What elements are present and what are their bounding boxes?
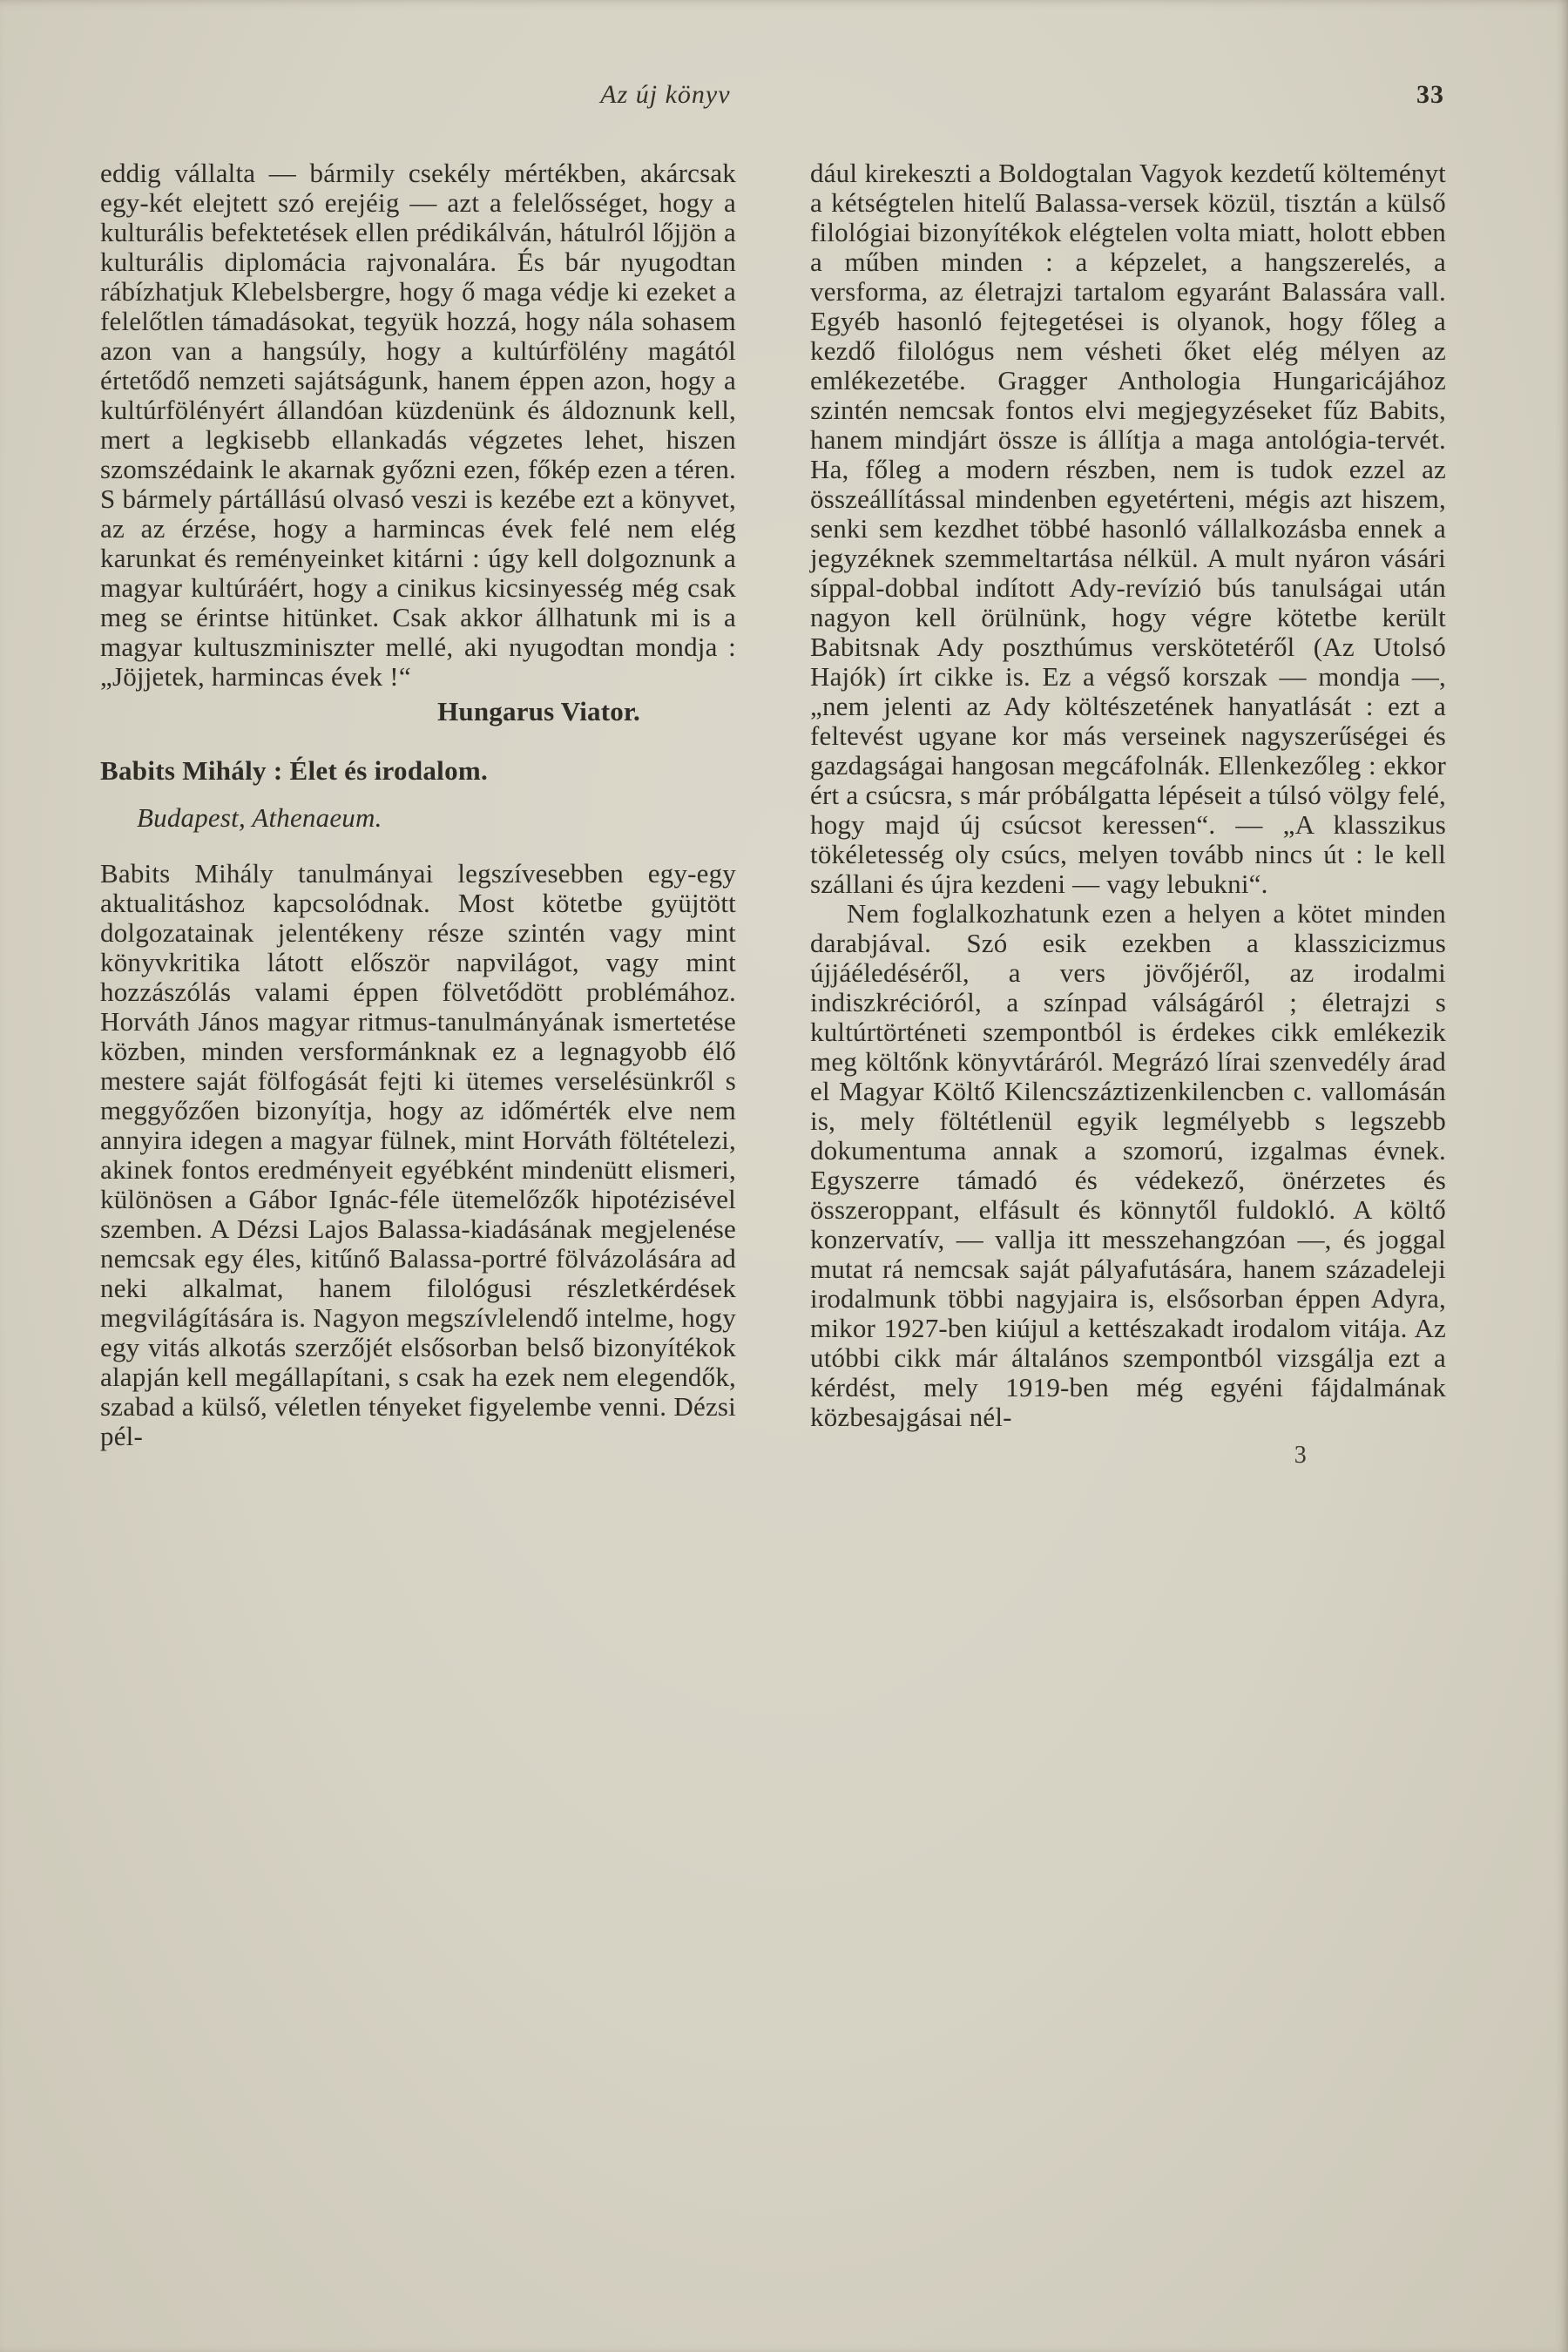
review-heading: Babits Mihály : Élet és irodalom. — [100, 755, 489, 786]
author-signature: Hungarus Viator. — [437, 696, 640, 727]
page-header — [100, 80, 1446, 117]
continuation-paragraph: eddig vállalta — bármily csekély mértékben, akárcsak egy-két elejtett szó erejéig — azt a felelősséget, hogy a kulturális befektetések ellen prédikálván, hátulról lőjjön a kulturális diplomácia rajvonalára. És bár nyugodtan rábízhatjuk Klebelsbergre, hogy ő maga védje ki ezeket a felelőtlen támadásokat, tegyük hozzá, hogy nála sohasem azon van a hangsúly, hogy a kultúrfölény magától értetődő nemzeti sajátságunk, hanem éppen azon, hogy a kultúrfölényért állandóan küzdenünk és áldoznunk kell, mert a legkisebb ellankadás végzetes lehet, hiszen szomszédaink le akarnak győzni ezen, főkép ezen a téren. S bármely pártállású olvasó veszi is kezébe ezt a könyvet, az az érzése, hogy a harmincas évek felé nem elég karunkat és reményeinket kitárni : úgy kell dolgoznunk a magyar kultúráért, hogy a cinikus kicsinyesség még csak meg se érintse hitünket. Csak akkor állhatunk mi is a magyar kultuszminiszter mellé, aki nyugodtan mondja : „Jöjjetek, harmincas évek !“ — [100, 158, 736, 692]
page-number: 33 — [1416, 80, 1444, 109]
text-columns — [100, 159, 1446, 1470]
right-column — [810, 159, 1446, 1470]
review-paragraph: Babits Mihály tanulmányai legszívesebben egy-egy aktualitáshoz kapcsolódnak. Most kötetbe gyüjtött dolgozatainak jelentékeny része szintén vagy mint könyvkritika látott először napvilágot, vagy mint hozzászólás valami éppen fölvetődött problémához. Horváth János magyar ritmus-tanulmányának ismertetése közben, minden versformánknak ez a legnagyobb élő mestere saját fölfogását fejti ki ütemes verselésünkről s meggyőzően bizonyítja, hogy az időmérték elve nem annyira idegen a magyar fülnek, mint Horváth föltételezi, akinek fontos eredményeit egyébként mindenütt elismeri, különösen a Gábor Ignác-féle ütemelőzők hipotézisével szemben. A Dézsi Lajos Balassa-kiadásának megjelenése nemcsak egy éles, kitűnő Balassa-portré fölvázolására ad neki alkalmat, hanem filológusi részletkérdések megvilágítására is. Nagyon megszívlelendő intelme, hogy egy vitás alkotás szerzőjét elsősorban belső bizonyítékok alapján kell megállapítani, s csak ha ezek nem elegendők, szabad a külső, véletlen tényeket figyelembe venni. Dézsi pél- — [100, 858, 736, 1451]
running-title: Az új könyv — [600, 80, 731, 109]
signature-mark: 3 — [1294, 1442, 1307, 1469]
left-column — [100, 159, 736, 1470]
publisher-line: Budapest, Athenaeum. — [137, 802, 382, 833]
continuation-paragraph: dául kirekeszti a Boldogtalan Vagyok kezdetű költeményt a kétségtelen hitelű Balassa-versek közül, tisztán a külső filológiai bizonyítékok elégtelen volta miatt, holott ebben a műben minden : a képzelet, a hangszerelés, a versforma, az életrajzi tartalom egyaránt Balassára vall. Egyéb hasonló fejtegetései is olyanok, hogy főleg a kezdő filológus nem vésheti őket elég mélyen az emlékezetébe. Gragger Anthologia Hungaricájához szintén nemcsak fontos elvi megjegyzéseket fűz Babits, hanem mindjárt össze is állítja a maga antológia-tervét. Ha, főleg a modern részben, nem is tudok ezzel az összeállítással mindenben egyetérteni, mégis azt hiszem, senki sem kezdhet többé hasonló vállalkozásba ennek a jegyzéknek szemmeltartása nélkül. A mult nyáron vásári síppal-dobbal indított Ady-revízió bús tanulságai után nagyon kell örülnünk, hogy végre kötetbe került Babitsnak Ady poszthúmus verskötetéről (Az Utolsó Hajók) írt cikke is. Ez a végső korszak — mondja —, „nem jelenti az Ady költészetének hanyatlását : ezt a feltevést ugyane kor más verseinek nagyszerűségei és gazdagságai hangosan megcáfolnák. Ellenkezőleg : ekkor ért a csúcsra, s már próbálgatta lépéseit a túlsó völgy felé, hogy majd új csúcsot keressen“. — „A klasszikus tökéletesség oly csúcs, melyen tovább nincs út : le kell szállani és újra kezdeni — vagy lebukni“. — [810, 158, 1446, 899]
body-paragraph: Nem foglalkozhatunk ezen a helyen a kötet minden darabjával. Szó esik ezekben a klasszicizmus újjáéledéséről, a vers jövőjéről, az irodalmi indiszkrécióról, a színpad válságáról ; életrajzi s kultúrtörténeti szempontból is érdekes cikk emlékezik meg költőnk könyvtáráról. Megrázó lírai szenvedély árad el Magyar Költő Kilencszáztizenkilencben c. vallomásán is, mely föltétlenül egyik legmélyebb s legszebb dokumentuma annak a szomorú, izgalmas évnek. Egyszerre támadó és védekező, önérzetes és összeroppant, elfásult és könnytől fuldokló. A költő konzervatív, — vallja itt messzehangzóan —, és joggal mutat rá nemcsak saját pályafutására, hanem századeleji irodalmunk többi nagyjaira is, elsősorban éppen Adyra, mikor 1927-ben kiújul a kettészakadt irodalom vitája. Az utóbbi cikk már általános szempontból vizsgálja ezt a kérdést, mely 1919-ben még egyéni fájdalmának közbesajgásai nél- — [810, 898, 1446, 1432]
